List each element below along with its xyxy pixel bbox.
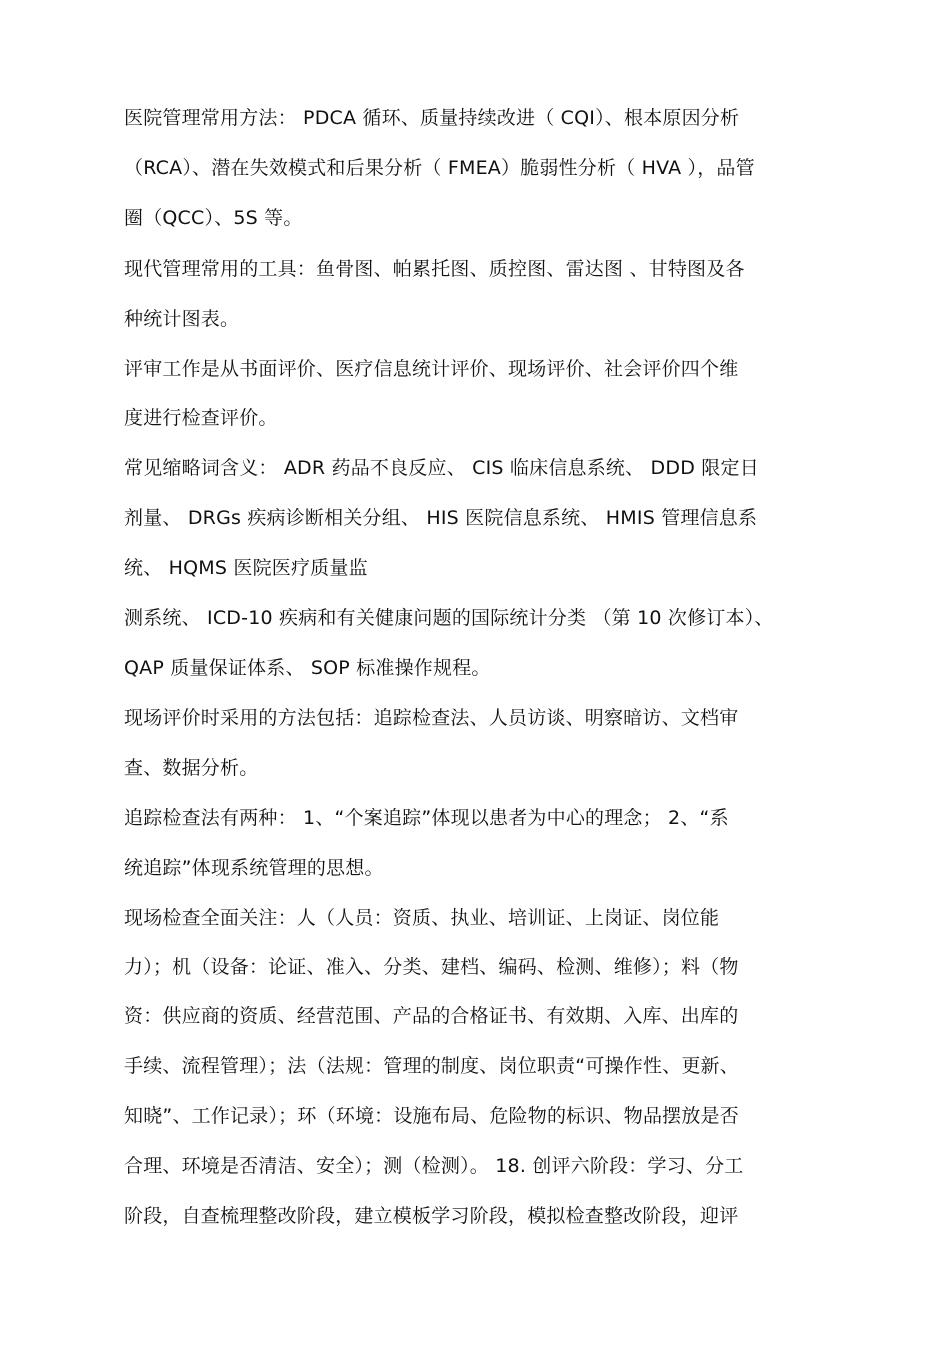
text-line: 力）；机（设备：论证、准入、分类、建档、编码、检测、维修）；料（物 (124, 956, 739, 978)
text-line: 现场检查全面关注：人（人员：资质、执业、培训证、上岗证、岗位能 (124, 907, 720, 929)
text-line: 查、数据分析。 (124, 757, 259, 779)
text-line: 测系统、 ICD-10 疾病和有关健康问题的国际统计分类 （第 10 次修订本）、 (124, 607, 774, 629)
text-line: 现场评价时采用的方法包括：追踪检查法、人员访谈、明察暗访、文档审 (124, 707, 739, 729)
text-line: 种统计图表。 (124, 308, 240, 330)
text-line: 资：供应商的资质、经营范围、产品的合格证书、有效期、入库、出库的 (124, 1005, 739, 1027)
text-line: 医院管理常用方法： PDCA 循环、质量持续改进（ CQI）、根本原因分析 (124, 107, 740, 129)
text-line: 统、 HQMS 医院医疗质量监 (124, 557, 368, 579)
text-line: 手续、流程管理）；法（法规：管理的制度、岗位职责“可操作性、更新、 (124, 1055, 739, 1077)
text-line: QAP 质量保证体系、 SOP 标准操作规程。 (124, 657, 491, 679)
text-line: 剂量、 DRGs 疾病诊断相关分组、 HIS 医院信息系统、 HMIS 管理信息系 (124, 507, 758, 529)
text-line: 常见缩略词含义： ADR 药品不良反应、 CIS 临床信息系统、 DDD 限定日 (124, 457, 759, 479)
text-line: 现代管理常用的工具：鱼骨图、帕累托图、质控图、雷达图 、甘特图及各 (124, 258, 745, 280)
text-line: 统追踪”体现系统管理的思想。 (124, 857, 384, 879)
text-line: 圈（QCC）、5S 等。 (124, 207, 303, 229)
text-line: 知晓”、工作记录）；环（环境：设施布局、危险物的标识、物品摆放是否 (124, 1105, 739, 1127)
text-line: 阶段，自查梳理整改阶段，建立模板学习阶段，模拟检查整改阶段，迎评 (124, 1205, 739, 1227)
text-line: 合理、环境是否清洁、安全）；测（检测）。 18. 创评六阶段：学习、分工 (124, 1155, 744, 1177)
text-line: 追踪检查法有两种： 1、“个案追踪”体现以患者为中心的理念； 2、“系 (124, 807, 729, 829)
text-line: （RCA）、潜在失效模式和后果分析（ FMEA）脆弱性分析（ HVA ），品管 (124, 157, 755, 179)
text-line: 度进行检查评价。 (124, 407, 278, 429)
text-line: 评审工作是从书面评价、医疗信息统计评价、现场评价、社会评价四个维 (124, 358, 739, 380)
